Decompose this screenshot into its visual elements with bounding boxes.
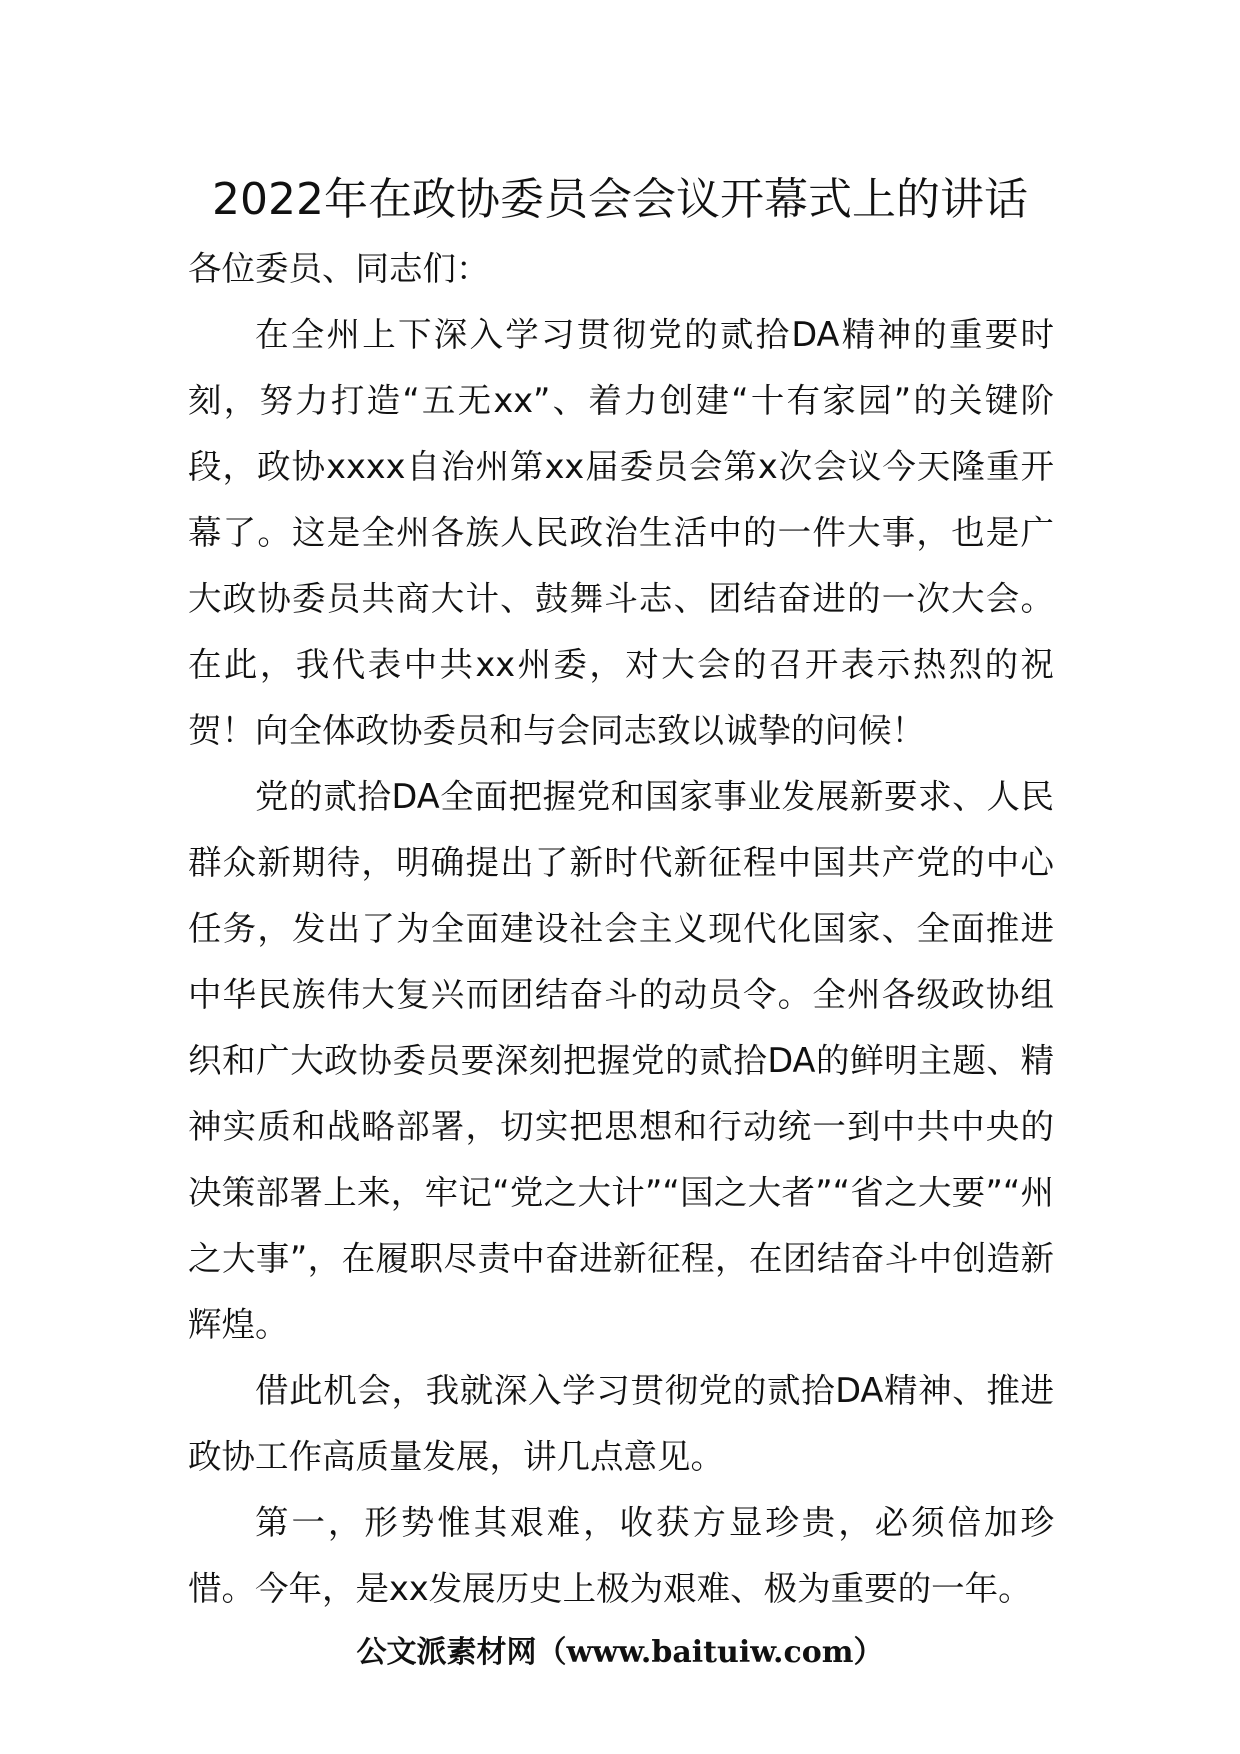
paragraph-1: 在全州上下深入学习贯彻党的贰拾DA精神的重要时刻，努力打造“五无xx”、着力创建“十有家园”的关键阶段，政协xxxx自治州第xx届委员会第x次会议今天隆重开幕了。这是全州各族人民政治生活中的一件大事，也是广大政协委员共商大计、鼓舞斗志、团结奋进的一次大会。在此，我代表中共xx州委，对大会的召开表示热烈的祝贺！向全体政协委员和与会同志致以诚挚的问候！ [188, 315, 1054, 750]
salutation: 各位委员、同志们： [188, 249, 490, 288]
footer-source: 公文派素材网（www.baituiw.com） [356, 1635, 884, 1670]
document-body [188, 236, 1054, 1622]
document-title: 2022年在政协委员会会议开幕式上的讲话 [212, 174, 1028, 225]
paragraph-3: 借此机会，我就深入学习贯彻党的贰拾DA精神、推进政协工作高质量发展，讲几点意见。 [188, 1371, 1054, 1476]
paragraph-4: 第一，形势惟其艰难，收获方显珍贵，必须倍加珍惜。今年，是xx发展历史上极为艰难、极为重要的一年。 [188, 1503, 1054, 1608]
paragraph-2: 党的贰拾DA全面把握党和国家事业发展新要求、人民群众新期待，明确提出了新时代新征程中国共产党的中心任务，发出了为全面建设社会主义现代化国家、全面推进中华民族伟大复兴而团结奋斗的动员令。全州各级政协组织和广大政协委员要深刻把握党的贰拾DA的鲜明主题、精神实质和战略部署，切实把思想和行动统一到中共中央的决策部署上来，牢记“党之大计”“国之大者”“省之大要”“州之大事”，在履职尽责中奋进新征程，在团结奋斗中创造新辉煌。 [188, 777, 1054, 1344]
